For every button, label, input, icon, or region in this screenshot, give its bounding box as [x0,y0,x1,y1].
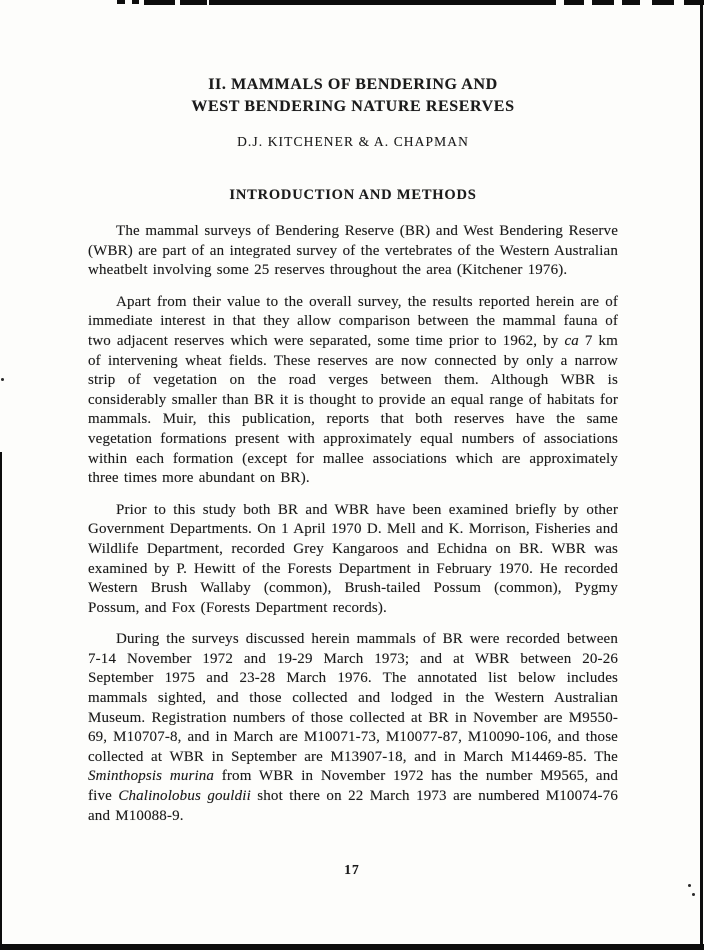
species-name-italic: ca [564,332,579,349]
species-name-italic: Sminthopsis murina [88,768,215,785]
scan-artifact-top-dash [622,0,640,5]
paragraph-text: Prior to this study both BR and WBR have been examined briefly by other Government Departments. On 1 April 1970 D. Mell and K. Morrison, Fisheries and Wildlife Department, recorded Grey Kangaroos and Echidna on BR. WBR was examined by P. Hewitt of the Forests Department in February 1970. He recorded Western Brush Wallaby (common), Brush-tailed Possum (common), Pygmy Possum, and Fox (Forests Department records). [88,501,618,616]
paragraph [88,293,618,489]
article-title-line-1: II. MAMMALS OF BENDERING AND [208,76,498,93]
scan-artifact-top-dash [564,0,584,5]
scan-artifact-top-dash [117,0,125,4]
paragraph [88,222,618,281]
scan-speck [1,378,4,381]
paragraph [88,630,618,826]
article-authors: D.J. KITCHENER & A. CHAPMAN [237,134,469,149]
paragraph [88,501,618,619]
paragraph-text: The mammal surveys of Bendering Reserve (BR) and West Bendering Reserve (WBR) are part of an integrated survey of the vertebrates of the Western Australian wheatbelt involving some 25 reserves throughout the area (Kitchener 1976). [88,223,618,279]
scan-artifact-top-dash [144,0,175,5]
scan-speck [692,893,695,896]
scan-speck [688,884,691,887]
paragraph-text: shot there on 22 March 1973 are numbered M10074-76 and M10088-9. [88,788,618,824]
scan-artifact-top-dash [592,0,614,5]
scan-artifact-right-edge-line [700,0,703,950]
scan-artifact-bottom-bar [0,944,704,950]
article-body [88,222,618,826]
section-heading: INTRODUCTION AND METHODS [229,187,477,203]
scan-artifact-top-dash [180,0,207,5]
paragraph-text: 7 km of intervening wheat fields. These reserves are now connected by only a narrow strip of vegetation on the road verges between them. Although WBR is considerably smaller than BR it is thought to provide an equal range of habitats for mammals. Muir, this publication, reports that both reserves have the same vegetation formations present with approximately equal numbers of associations within each formation (except for mallee associations which are approximately three times more abundant on BR). [88,332,618,487]
paragraph-text: from WBR in November 1972 has the number M9565, and five [88,768,619,805]
paragraph-text: Apart from their value to the overall survey, the results reported herein are of immediate interest in that they allow comparison between the mammal fauna of two adjacent reserves which were separated, some time prior to 1962, by [88,293,618,349]
paragraph-text: During the surveys discussed herein mammals of BR were recorded between 7-14 November 1972 and 19-29 March 1973; and at WBR between 20-26 September 1975 and 23-28 March 1976. The annotated list below includes mammals sighted, and those collected and lodged in the Western Australian Museum. Registration numbers of those collected at BR in November are M9550-69, M10707-8, and in March are M10071-73, M10077-87, M10090-106, and those collected at WBR in September are M13907-18, and in March M14469-85. The [88,631,618,765]
scan-artifact-top-bar [209,0,556,5]
scan-artifact-top-dash [652,0,674,5]
scan-artifact-top-dash [132,0,139,4]
article-title-line-2: WEST BENDERING NATURE RESERVES [191,98,515,115]
page-number: 17 [344,862,360,877]
species-name-italic: Chalinolobus gouldii [118,788,251,805]
article-content [88,74,618,838]
